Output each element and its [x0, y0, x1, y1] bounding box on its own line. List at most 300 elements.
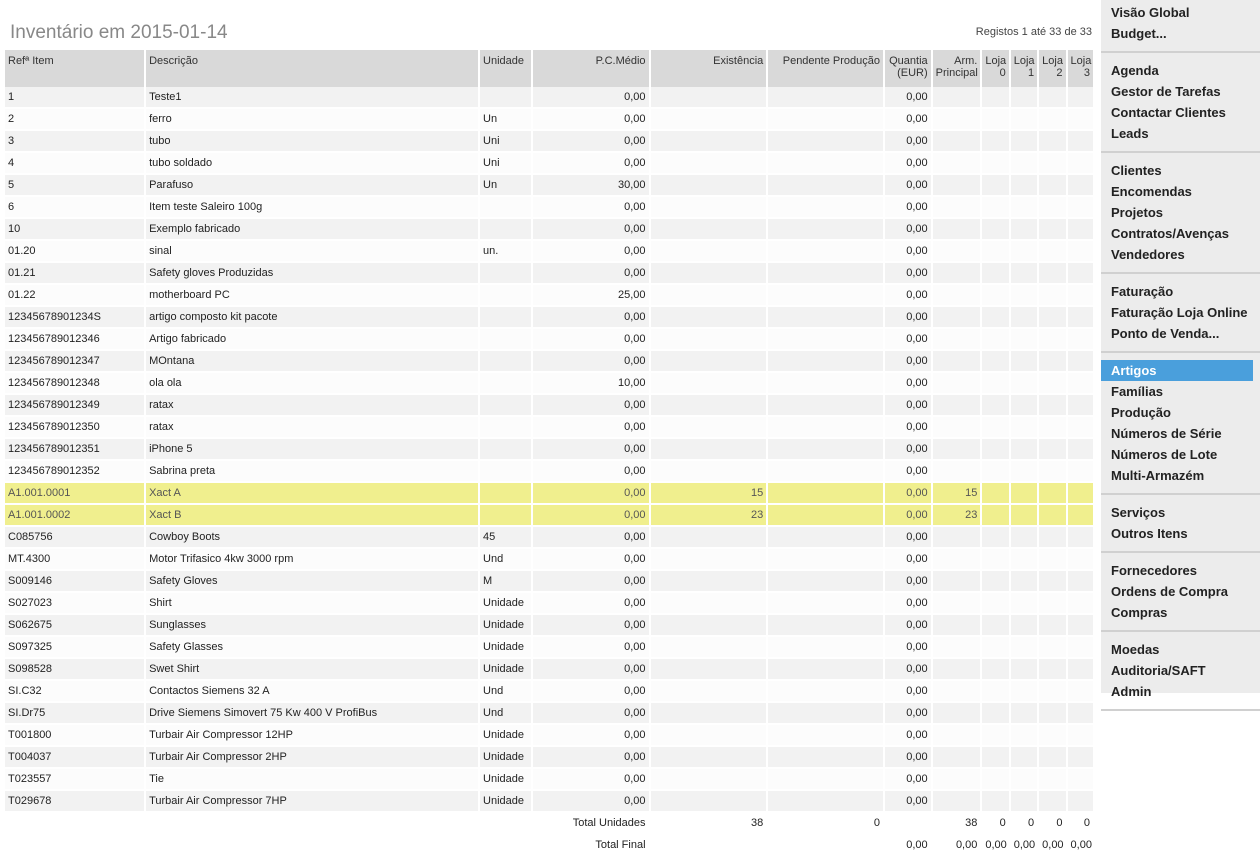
row-unit: Unidade [480, 769, 531, 791]
row-store-3 [1068, 197, 1093, 219]
row-store-2 [1039, 219, 1065, 241]
row-store-3 [1068, 285, 1093, 307]
row-description: Safety gloves Produzidas [146, 263, 478, 285]
row-main-warehouse [933, 725, 981, 747]
col-description[interactable]: Descrição [146, 50, 478, 87]
row-main-warehouse [933, 175, 981, 197]
row-amount: 0,00 [885, 725, 931, 747]
row-store-3 [1068, 593, 1093, 615]
row-stock [651, 769, 767, 791]
total-units-store-0: 0 [982, 813, 1008, 835]
table-row[interactable] [5, 791, 1093, 813]
row-store-1 [1011, 483, 1037, 505]
row-unit: un. [480, 241, 531, 263]
row-stock [651, 219, 767, 241]
row-unit [480, 329, 531, 351]
row-store-3 [1068, 219, 1093, 241]
row-avg-cost: 0,00 [533, 659, 649, 681]
row-ref: T001800 [5, 725, 144, 747]
table-row[interactable] [5, 637, 1093, 659]
sidebar-item-vendedores[interactable]: Vendedores [1111, 247, 1185, 262]
row-stock [651, 263, 767, 285]
row-main-warehouse [933, 571, 981, 593]
table-row[interactable] [5, 681, 1093, 703]
row-ref: S062675 [5, 615, 144, 637]
sidebar-item-multi-armazem[interactable]: Multi-Armazém [1111, 468, 1205, 483]
table-row[interactable] [5, 659, 1093, 681]
sidebar-item-clientes[interactable]: Clientes [1111, 163, 1162, 178]
table-row[interactable] [5, 549, 1093, 571]
row-main-warehouse [933, 615, 981, 637]
col-store-0[interactable]: Loja 0 [982, 50, 1008, 87]
row-amount: 0,00 [885, 197, 931, 219]
row-unit [480, 439, 531, 461]
row-ref: 123456789012349 [5, 395, 144, 417]
row-store-1 [1011, 175, 1037, 197]
table-row[interactable] [5, 87, 1093, 109]
row-ref: 1 [5, 87, 144, 109]
row-store-1 [1011, 791, 1037, 813]
row-unit [480, 461, 531, 483]
row-pending-production [768, 791, 883, 813]
table-row[interactable] [5, 703, 1093, 725]
sidebar-item-gestor-de-tarefas[interactable]: Gestor de Tarefas [1111, 84, 1221, 99]
row-amount: 0,00 [885, 87, 931, 109]
row-amount: 0,00 [885, 483, 931, 505]
row-pending-production [768, 483, 883, 505]
sidebar-group [1101, 274, 1260, 353]
row-avg-cost: 0,00 [533, 505, 649, 527]
row-store-1 [1011, 747, 1037, 769]
row-unit: Unidade [480, 725, 531, 747]
total-final-store-1: 0,00 [1011, 835, 1037, 857]
row-main-warehouse [933, 87, 981, 109]
row-main-warehouse [933, 373, 981, 395]
row-amount: 0,00 [885, 527, 931, 549]
row-store-0 [982, 461, 1008, 483]
row-store-0 [982, 307, 1008, 329]
row-store-2 [1039, 329, 1065, 351]
row-ref: 01.21 [5, 263, 144, 285]
row-amount: 0,00 [885, 747, 931, 769]
row-store-1 [1011, 373, 1037, 395]
row-store-2 [1039, 769, 1065, 791]
row-stock [651, 197, 767, 219]
row-pending-production [768, 571, 883, 593]
row-stock [651, 593, 767, 615]
row-store-0 [982, 549, 1008, 571]
table-row[interactable] [5, 131, 1093, 153]
row-avg-cost: 0,00 [533, 417, 649, 439]
row-store-2 [1039, 659, 1065, 681]
row-store-0 [982, 263, 1008, 285]
sidebar-item-contactar-clientes[interactable]: Contactar Clientes [1111, 105, 1226, 120]
row-store-0 [982, 417, 1008, 439]
row-store-2 [1039, 87, 1065, 109]
row-ref: 01.20 [5, 241, 144, 263]
row-stock: 15 [651, 483, 767, 505]
row-store-3 [1068, 483, 1093, 505]
row-pending-production [768, 329, 883, 351]
row-store-3 [1068, 527, 1093, 549]
row-main-warehouse [933, 461, 981, 483]
sidebar-item-admin[interactable]: Admin [1111, 684, 1152, 699]
row-store-0 [982, 241, 1008, 263]
row-amount: 0,00 [885, 703, 931, 725]
row-pending-production [768, 131, 883, 153]
sidebar-item-encomendas[interactable]: Encomendas [1111, 184, 1192, 199]
table-row[interactable] [5, 571, 1093, 593]
row-amount: 0,00 [885, 263, 931, 285]
row-unit: Uni [480, 153, 531, 175]
row-main-warehouse [933, 197, 981, 219]
row-store-3 [1068, 769, 1093, 791]
row-store-1 [1011, 417, 1037, 439]
row-unit: Unidade [480, 593, 531, 615]
row-store-1 [1011, 659, 1037, 681]
table-row[interactable] [5, 351, 1093, 373]
sidebar-item-ordens-de-compra[interactable]: Ordens de Compra [1111, 584, 1229, 599]
row-description: MOntana [146, 351, 478, 373]
sidebar-item-budget[interactable]: Budget... [1111, 26, 1167, 41]
table-row[interactable] [5, 725, 1093, 747]
row-main-warehouse [933, 747, 981, 769]
row-pending-production [768, 219, 883, 241]
row-main-warehouse: 23 [933, 505, 981, 527]
total-units-pending: 0 [768, 813, 883, 835]
row-store-0 [982, 483, 1008, 505]
sidebar-item-leads[interactable]: Leads [1111, 126, 1149, 141]
row-main-warehouse [933, 263, 981, 285]
sidebar-item-outros-itens[interactable]: Outros Itens [1111, 526, 1188, 541]
total-units-store-1: 0 [1011, 813, 1037, 835]
row-ref: 123456789012347 [5, 351, 144, 373]
table-row[interactable] [5, 329, 1093, 351]
row-store-1 [1011, 703, 1037, 725]
row-ref: 3 [5, 131, 144, 153]
row-main-warehouse [933, 417, 981, 439]
row-store-2 [1039, 791, 1065, 813]
row-store-0 [982, 197, 1008, 219]
row-store-3 [1068, 131, 1093, 153]
sidebar-group [1101, 495, 1260, 553]
sidebar-item-compras[interactable]: Compras [1111, 605, 1168, 620]
row-avg-cost: 0,00 [533, 351, 649, 373]
sidebar-item-numeros-de-lote[interactable]: Números de Lote [1111, 447, 1218, 462]
row-avg-cost: 0,00 [533, 153, 649, 175]
row-store-3 [1068, 725, 1093, 747]
table-row[interactable] [5, 395, 1093, 417]
row-store-3 [1068, 373, 1093, 395]
row-pending-production [768, 197, 883, 219]
row-stock [651, 417, 767, 439]
row-amount: 0,00 [885, 285, 931, 307]
row-pending-production [768, 373, 883, 395]
row-store-0 [982, 769, 1008, 791]
row-description: Sabrina preta [146, 461, 478, 483]
col-avg-cost[interactable]: P.C.Médio [533, 50, 649, 87]
row-pending-production [768, 505, 883, 527]
row-amount: 0,00 [885, 351, 931, 373]
col-main-warehouse[interactable]: Arm. Principal [933, 50, 981, 87]
row-avg-cost: 0,00 [533, 725, 649, 747]
row-stock [651, 659, 767, 681]
row-unit [480, 87, 531, 109]
sidebar-item-artigos[interactable]: Artigos [1101, 360, 1253, 381]
row-ref: 2 [5, 109, 144, 131]
table-row[interactable] [5, 527, 1093, 549]
row-stock [651, 725, 767, 747]
row-description: Teste1 [146, 87, 478, 109]
row-avg-cost: 0,00 [533, 681, 649, 703]
row-avg-cost: 0,00 [533, 769, 649, 791]
row-avg-cost: 30,00 [533, 175, 649, 197]
row-store-2 [1039, 747, 1065, 769]
row-stock [651, 175, 767, 197]
sidebar-item-visao-global[interactable]: Visão Global [1111, 5, 1190, 20]
row-description: Safety Gloves [146, 571, 478, 593]
row-avg-cost: 0,00 [533, 791, 649, 813]
row-pending-production [768, 175, 883, 197]
row-amount: 0,00 [885, 417, 931, 439]
row-store-0 [982, 109, 1008, 131]
row-main-warehouse [933, 351, 981, 373]
row-unit: Unidade [480, 659, 531, 681]
table-row[interactable] [5, 197, 1093, 219]
row-ref: A1.001.0002 [5, 505, 144, 527]
sidebar-item-faturacao-loja-online[interactable]: Faturação Loja Online [1111, 305, 1248, 320]
row-store-3 [1068, 703, 1093, 725]
row-store-2 [1039, 131, 1065, 153]
sidebar-group [1101, 0, 1260, 53]
sidebar-item-fornecedores[interactable]: Fornecedores [1111, 563, 1197, 578]
row-main-warehouse [933, 637, 981, 659]
table-row[interactable] [5, 285, 1093, 307]
row-ref: SI.C32 [5, 681, 144, 703]
row-description: Xact A [146, 483, 478, 505]
sidebar-item-familias[interactable]: Famílias [1111, 384, 1164, 399]
row-store-2 [1039, 725, 1065, 747]
row-amount: 0,00 [885, 681, 931, 703]
row-ref: 5 [5, 175, 144, 197]
sidebar-item-auditoria-saft[interactable]: Auditoria/SAFT [1111, 663, 1206, 678]
sidebar-item-servicos[interactable]: Serviços [1111, 505, 1166, 520]
row-ref: T023557 [5, 769, 144, 791]
row-store-1 [1011, 131, 1037, 153]
sidebar-item-contratos-avencas[interactable]: Contratos/Avenças [1111, 226, 1229, 241]
row-avg-cost: 0,00 [533, 483, 649, 505]
row-pending-production [768, 659, 883, 681]
row-main-warehouse [933, 307, 981, 329]
total-units-row [5, 813, 1093, 835]
row-description: tubo soldado [146, 153, 478, 175]
row-pending-production [768, 241, 883, 263]
row-description: sinal [146, 241, 478, 263]
row-avg-cost: 0,00 [533, 637, 649, 659]
col-pending-production[interactable]: Pendente Produção [768, 50, 883, 87]
row-store-2 [1039, 505, 1065, 527]
total-final-store-3: 0,00 [1068, 835, 1093, 857]
row-unit: Unidade [480, 747, 531, 769]
table-row[interactable] [5, 747, 1093, 769]
row-description: Cowboy Boots [146, 527, 478, 549]
sidebar-item-faturacao[interactable]: Faturação [1111, 284, 1174, 299]
row-pending-production [768, 307, 883, 329]
row-ref: MT.4300 [5, 549, 144, 571]
row-store-1 [1011, 153, 1037, 175]
sidebar-item-moedas[interactable]: Moedas [1111, 642, 1160, 657]
row-amount: 0,00 [885, 659, 931, 681]
col-stock[interactable]: Existência [651, 50, 767, 87]
row-store-2 [1039, 285, 1065, 307]
table-row[interactable] [5, 615, 1093, 637]
row-pending-production [768, 769, 883, 791]
row-main-warehouse [933, 109, 981, 131]
row-main-warehouse [933, 285, 981, 307]
row-unit: Un [480, 175, 531, 197]
table-row[interactable] [5, 461, 1093, 483]
total-units-store-3: 0 [1068, 813, 1093, 835]
row-main-warehouse [933, 329, 981, 351]
row-stock [651, 527, 767, 549]
row-amount: 0,00 [885, 307, 931, 329]
row-description: motherboard PC [146, 285, 478, 307]
row-stock [651, 153, 767, 175]
row-amount: 0,00 [885, 439, 931, 461]
col-store-1[interactable]: Loja 1 [1011, 50, 1037, 87]
col-ref[interactable]: Refª Item [5, 50, 144, 87]
row-pending-production [768, 593, 883, 615]
col-unit[interactable]: Unidade [480, 50, 531, 87]
row-amount: 0,00 [885, 219, 931, 241]
table-row[interactable] [5, 109, 1093, 131]
sidebar-group [1101, 632, 1260, 711]
page-title: Inventário em 2015-01-14 [10, 22, 228, 43]
table-row[interactable] [5, 769, 1093, 791]
row-store-2 [1039, 417, 1065, 439]
row-store-2 [1039, 461, 1065, 483]
row-avg-cost: 0,00 [533, 549, 649, 571]
table-row[interactable] [5, 373, 1093, 395]
sidebar-item-projetos[interactable]: Projetos [1111, 205, 1164, 220]
table-row[interactable] [5, 593, 1093, 615]
row-store-0 [982, 747, 1008, 769]
row-store-3 [1068, 417, 1093, 439]
row-ref: S098528 [5, 659, 144, 681]
row-pending-production [768, 263, 883, 285]
row-ref: T029678 [5, 791, 144, 813]
row-unit: 45 [480, 527, 531, 549]
row-stock [651, 329, 767, 351]
row-avg-cost: 0,00 [533, 571, 649, 593]
row-stock [651, 461, 767, 483]
row-store-1 [1011, 241, 1037, 263]
row-store-3 [1068, 549, 1093, 571]
row-amount: 0,00 [885, 109, 931, 131]
row-store-0 [982, 725, 1008, 747]
table-row[interactable] [5, 505, 1093, 527]
table-row[interactable] [5, 263, 1093, 285]
row-unit: Unidade [480, 615, 531, 637]
row-avg-cost: 10,00 [533, 373, 649, 395]
row-stock [651, 285, 767, 307]
row-store-1 [1011, 681, 1037, 703]
row-ref: C085756 [5, 527, 144, 549]
row-stock [651, 703, 767, 725]
table-row[interactable] [5, 417, 1093, 439]
row-store-1 [1011, 593, 1037, 615]
sidebar-group [1101, 153, 1260, 274]
row-store-1 [1011, 439, 1037, 461]
row-pending-production [768, 637, 883, 659]
row-avg-cost: 0,00 [533, 241, 649, 263]
row-amount: 0,00 [885, 329, 931, 351]
row-ref: T004037 [5, 747, 144, 769]
table-row[interactable] [5, 439, 1093, 461]
row-stock [651, 571, 767, 593]
sidebar-item-agenda[interactable]: Agenda [1111, 63, 1159, 78]
row-store-1 [1011, 549, 1037, 571]
col-store-3[interactable]: Loja 3 [1068, 50, 1093, 87]
row-amount: 0,00 [885, 395, 931, 417]
table-row[interactable] [5, 241, 1093, 263]
table-row[interactable] [5, 219, 1093, 241]
row-description: Sunglasses [146, 615, 478, 637]
row-description: ratax [146, 395, 478, 417]
col-amount[interactable]: Quantia (EUR) [885, 50, 931, 87]
col-store-2[interactable]: Loja 2 [1039, 50, 1065, 87]
row-store-2 [1039, 351, 1065, 373]
row-unit [480, 351, 531, 373]
row-store-0 [982, 637, 1008, 659]
row-store-1 [1011, 615, 1037, 637]
sidebar-item-ponto-de-venda[interactable]: Ponto de Venda... [1111, 326, 1220, 341]
row-stock [651, 87, 767, 109]
row-store-1 [1011, 197, 1037, 219]
row-amount: 0,00 [885, 593, 931, 615]
row-avg-cost: 0,00 [533, 593, 649, 615]
row-store-2 [1039, 241, 1065, 263]
row-store-0 [982, 153, 1008, 175]
row-store-0 [982, 593, 1008, 615]
sidebar-menu [1101, 0, 1260, 699]
row-pending-production [768, 351, 883, 373]
row-store-2 [1039, 307, 1065, 329]
row-store-2 [1039, 681, 1065, 703]
row-store-0 [982, 791, 1008, 813]
table-row[interactable] [5, 483, 1093, 505]
row-store-2 [1039, 439, 1065, 461]
row-ref: 123456789012348 [5, 373, 144, 395]
sidebar-item-numeros-de-serie[interactable]: Números de Série [1111, 426, 1222, 441]
row-avg-cost: 0,00 [533, 197, 649, 219]
row-description: Parafuso [146, 175, 478, 197]
row-ref: S097325 [5, 637, 144, 659]
row-avg-cost: 0,00 [533, 747, 649, 769]
row-store-0 [982, 681, 1008, 703]
row-main-warehouse [933, 131, 981, 153]
table-row[interactable] [5, 153, 1093, 175]
row-amount: 0,00 [885, 769, 931, 791]
row-description: Xact B [146, 505, 478, 527]
table-row[interactable] [5, 307, 1093, 329]
table-row[interactable] [5, 175, 1093, 197]
sidebar-item-producao[interactable]: Produção [1111, 405, 1171, 420]
row-store-3 [1068, 175, 1093, 197]
row-pending-production [768, 527, 883, 549]
row-unit [480, 483, 531, 505]
row-store-1 [1011, 87, 1037, 109]
